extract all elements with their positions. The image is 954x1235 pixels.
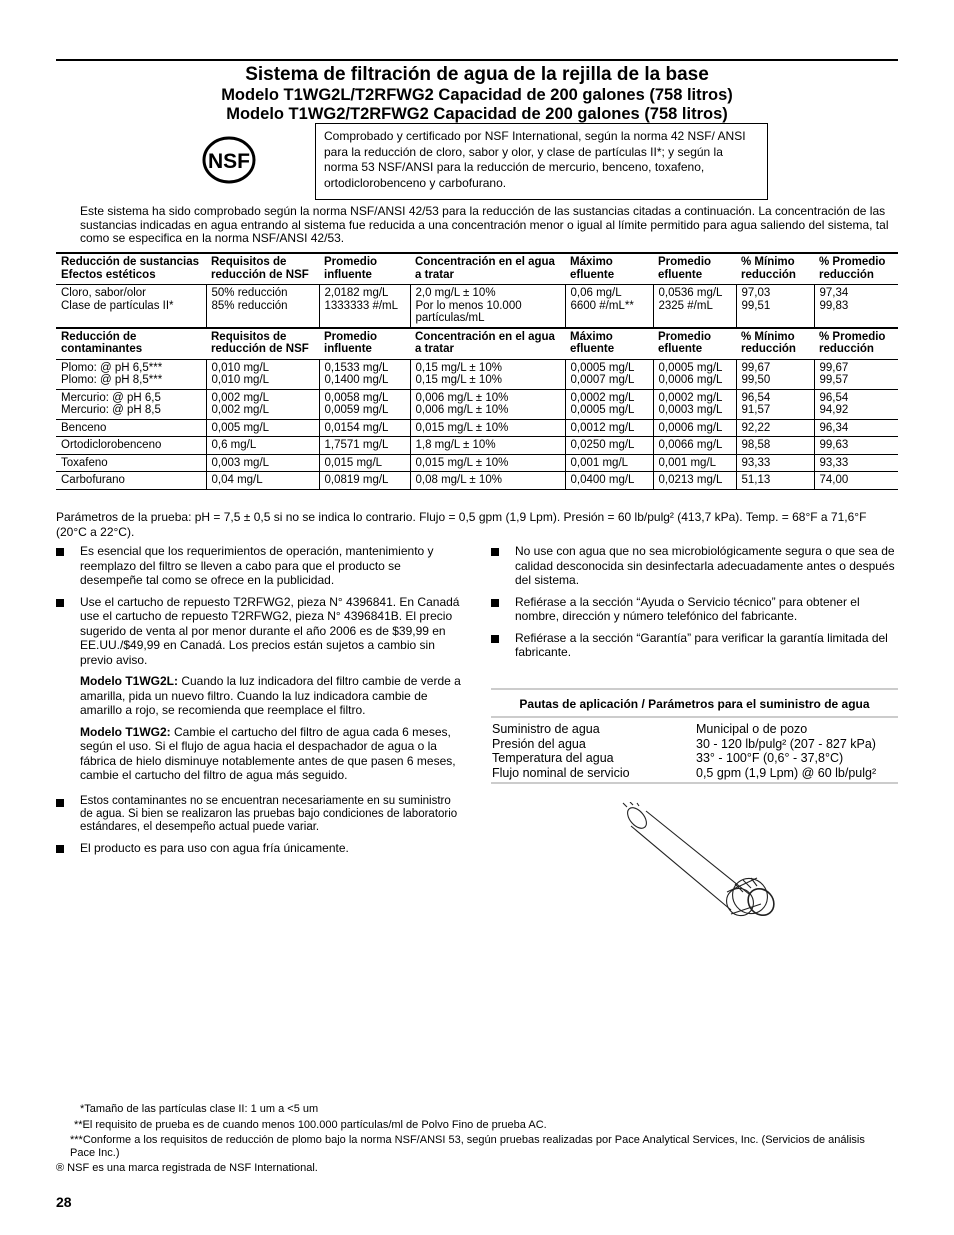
model-line-1: Modelo T1WG2L/T2RFWG2 Capacidad de 200 galones (758 litros) (221, 86, 733, 104)
page-title: Sistema de filtración de agua de la rejilla de la base (245, 64, 709, 85)
table-cell: Ortodiclorobenceno (56, 437, 206, 455)
table-cell: 0,015 mg/L ± 10% (410, 454, 565, 472)
table-cell: 0,0002 mg/L 0,0003 mg/L (653, 389, 736, 419)
footnotes (56, 1103, 898, 1175)
table-cell: 0,0154 mg/L (319, 419, 410, 437)
table-cell: 0,15 mg/L ± 10% 0,15 mg/L ± 10% (410, 359, 565, 389)
bullet-square-icon (491, 599, 499, 607)
table-cell: Requisitos de reducción de NSF (206, 253, 319, 285)
table-cell: % Mínimo reducción (736, 253, 814, 285)
parameter-name: Presión del agua (492, 736, 586, 751)
table-cell: 0,015 mg/L (319, 454, 410, 472)
table-cell: 74,00 (814, 472, 898, 490)
model-t1wg2-note: Modelo T1WG2: Cambie el cartucho del filtro de agua cada 6 meses, según el uso. Si el flujo de agua hacia el despachador de agua o la fábrica de hielo disminuye notablemente antes de que pasen 6 meses, cambie el cartucho del filtro de agua más seguido. (80, 724, 456, 782)
table-cell: 93,33 (814, 454, 898, 472)
bullet-item: El producto es para uso con agua fría únicamente. (56, 841, 466, 856)
table-cell: Promedio efluente (653, 328, 736, 360)
table-cell: 0,0536 mg/L 2325 #/mL (653, 285, 736, 328)
table-row (56, 437, 898, 455)
top-rule (56, 59, 898, 61)
table-cell: Reducción de sustancias Efectos estéticos (56, 253, 206, 285)
bullet-square-icon (491, 635, 499, 643)
parameter-name: Flujo nominal de servicio (492, 765, 630, 780)
table-cell: 0,0005 mg/L 0,0006 mg/L (653, 359, 736, 389)
performance-table (56, 252, 898, 490)
table-cell: 0,0006 mg/L (653, 419, 736, 437)
table-cell: 98,58 (736, 437, 814, 455)
table-cell: 0,003 mg/L (206, 454, 319, 472)
table-cell: 93,33 (736, 454, 814, 472)
bullet-item: Refiérase a la sección “Ayuda o Servicio técnico” para obtener el nombre, dirección y número telefónico del fabricante. (491, 595, 898, 624)
bullet-square-icon (56, 799, 64, 807)
parameter-value: 0,5 gpm (1,9 Lpm) @ 60 lb/pulg² (696, 765, 877, 780)
bullet-item: Es esencial que los requerimientos de operación, mantenimiento y reemplazo del filtro se lleven a cabo para que el producto se desempeñe tal como se ofrece en la publicidad. (56, 544, 466, 588)
table-cell: 0,0005 mg/L 0,0007 mg/L (565, 359, 653, 389)
bullet-item: Refiérase a la sección “Garantía” para verificar la garantía limitada del fabricante. (491, 631, 898, 660)
table-cell: 99,63 (814, 437, 898, 455)
table-cell: 50% reducción 85% reducción (206, 285, 319, 328)
intro-paragraph: Este sistema ha sido comprobado según la norma NSF/ANSI 42/53 para la reducción de las sustancias citadas a continuación. La concentración de las sustancias indicadas en agua entrando al sistema fue reducida a una concentración menor o igual al límite permitido para agua saliendo del sistema, tal como se especifica en la norma NSF/ANSI 42/53. (80, 204, 889, 245)
water-filter-cartridge-icon (619, 802, 779, 924)
bullet-item: No use con agua que no sea microbiológicamente segura o que sea de calidad desconocida sin desinfectarla adecuadamente antes o después del sistema. (491, 544, 898, 588)
parameter-value: 30 - 120 lb/pulg² (207 - 827 kPa) (696, 736, 876, 751)
model-t1wg2l-note: Modelo T1WG2L: Cuando la luz indicadora del filtro cambie de verde a amarilla, pida un nuevo filtro. Cuando la luz indicadora cambie de amarillo a rojo, se recomienda que reemplace el filtro. (80, 674, 461, 717)
table-cell: 92,22 (736, 419, 814, 437)
table-cell: Concentración en el agua a tratar (410, 328, 565, 360)
table-cell: 0,002 mg/L 0,002 mg/L (206, 389, 319, 419)
table-header-row (56, 253, 898, 285)
table-cell: 0,001 mg/L (565, 454, 653, 472)
application-guidelines-row (491, 737, 898, 752)
table-cell: Cloro, sabor/olor Clase de partículas II* (56, 285, 206, 328)
application-guidelines-row (491, 751, 898, 766)
table-cell: 97,03 99,51 (736, 285, 814, 328)
application-guidelines-title: Pautas de aplicación / Parámetros para el suministro de agua (491, 688, 898, 718)
parameter-name: Temperatura del agua (492, 751, 614, 765)
table-row (56, 419, 898, 437)
table-cell: 0,0250 mg/L (565, 437, 653, 455)
table-cell: 0,015 mg/L ± 10% (410, 419, 565, 437)
certification-box: Comprobado y certificado por NSF International, según la norma 42 NSF/ ANSI para la reducción de cloro, sabor y olor, y clase de partículas II*; y según la norma 53 NSF/ANSI para la reducción de mercurio, benceno, toxafeno, ortodiclorobenceno y carbofurano. (315, 123, 768, 200)
table-cell: Concentración en el agua a tratar (410, 253, 565, 285)
footnote-4: ® NSF es una marca registrada de NSF International. (56, 1162, 318, 1174)
table-cell: Plomo: @ pH 6,5*** Plomo: @ pH 8,5*** (56, 359, 206, 389)
application-guidelines-row (491, 722, 898, 737)
bullet-square-icon (491, 548, 499, 556)
parameter-name: Suministro de agua (492, 722, 600, 736)
table-cell: 0,0066 mg/L (653, 437, 736, 455)
bullet-square-icon (56, 548, 64, 556)
table-cell: 2,0182 mg/L 1333333 #/mL (319, 285, 410, 328)
table-row (56, 472, 898, 490)
table-cell: 0,06 mg/L 6600 #/mL** (565, 285, 653, 328)
nsf-logo-text: NSF (208, 150, 250, 173)
table-cell: 97,34 99,83 (814, 285, 898, 328)
table-cell: Máximo efluente (565, 328, 653, 360)
table-cell: 96,34 (814, 419, 898, 437)
table-cell: % Promedio reducción (814, 253, 898, 285)
footnote-2: **El requisito de prueba es de cuando menos 100.000 partículas/ml de Polvo Fino de prueba AC. (74, 1118, 547, 1131)
table-cell: Promedio influente (319, 328, 410, 360)
table-cell: 99,67 99,50 (736, 359, 814, 389)
table-cell: 0,006 mg/L ± 10% 0,006 mg/L ± 10% (410, 389, 565, 419)
table-row (56, 359, 898, 389)
table-cell: Toxafeno (56, 454, 206, 472)
bullet-item: Use el cartucho de repuesto T2RFWG2, pieza N° 4396841. En Canadá use el cartucho de repuesto T2RFWG2, pieza N° 4396841B. El precio sugerido de venta al por menor durante el año 2006 es de $39,99 en EE.UU./$49,99 en Canadá. Los precios están sujetos a cambio sin previo aviso. (56, 595, 466, 668)
table-cell: 0,010 mg/L 0,010 mg/L (206, 359, 319, 389)
application-guidelines-table (491, 688, 898, 784)
table-cell: 0,0400 mg/L (565, 472, 653, 490)
table-cell: % Mínimo reducción (736, 328, 814, 360)
footnote-1: *Tamaño de las partículas clase II: 1 um a <5 um (80, 1103, 319, 1115)
table-cell: 0,0819 mg/L (319, 472, 410, 490)
test-parameters: Parámetros de la prueba: pH = 7,5 ± 0,5 si no se indica lo contrario. Flujo = 0,5 gpm (1,9 Lpm). Presión = 60 lb/pulg² (413,7 kPa). Temp. = 68°F a 71,6°F (20°C a 22°C). (56, 510, 867, 539)
page-title-block (56, 64, 898, 124)
table-cell: 0,0012 mg/L (565, 419, 653, 437)
table-cell: % Promedio reducción (814, 328, 898, 360)
bullet-item: Estos contaminantes no se encuentran necesariamente en su suministro de agua. Si bien se realizaron las pruebas bajo condiciones de laboratorio estándares, el desempeño actual puede variar. (56, 795, 466, 834)
table-cell: 96,54 94,92 (814, 389, 898, 419)
table-cell: Benceno (56, 419, 206, 437)
left-column (56, 544, 466, 862)
page-number: 28 (56, 1194, 72, 1210)
table-cell: Requisitos de reducción de NSF (206, 328, 319, 360)
table-cell: 0,0058 mg/L 0,0059 mg/L (319, 389, 410, 419)
table-cell: 0,1533 mg/L 0,1400 mg/L (319, 359, 410, 389)
table-cell: Carbofurano (56, 472, 206, 490)
table-cell: 0,0002 mg/L 0,0005 mg/L (565, 389, 653, 419)
table-cell: Promedio efluente (653, 253, 736, 285)
table-row (56, 285, 898, 328)
table-cell: 0,005 mg/L (206, 419, 319, 437)
table-row (56, 389, 898, 419)
table-row (56, 454, 898, 472)
table-cell: 2,0 mg/L ± 10% Por lo menos 10.000 partículas/mL (410, 285, 565, 328)
table-header-row (56, 328, 898, 360)
table-cell: Reducción de contaminantes (56, 328, 206, 360)
table-cell: Mercurio: @ pH 6,5 Mercurio: @ pH 8,5 (56, 389, 206, 419)
parameter-value: Municipal o de pozo (696, 722, 808, 736)
table-cell: 0,6 mg/L (206, 437, 319, 455)
table-cell: 99,67 99,57 (814, 359, 898, 389)
table-cell: 0,08 mg/L ± 10% (410, 472, 565, 490)
table-cell: 1,8 mg/L ± 10% (410, 437, 565, 455)
model-line-2: Modelo T1WG2/T2RFWG2 Capacidad de 200 galones (758 litros) (226, 105, 728, 123)
table-cell: 51,13 (736, 472, 814, 490)
application-guidelines-rows (491, 718, 898, 784)
bullet-square-icon (56, 599, 64, 607)
table-cell: 1,7571 mg/L (319, 437, 410, 455)
bullet-square-icon (56, 845, 64, 853)
application-guidelines-row (491, 766, 898, 781)
table-cell: 0,0213 mg/L (653, 472, 736, 490)
right-column (491, 544, 898, 667)
nsf-logo-icon (202, 136, 256, 184)
table-cell: Máximo efluente (565, 253, 653, 285)
table-cell: 96,54 91,57 (736, 389, 814, 419)
table-cell: Promedio influente (319, 253, 410, 285)
table-cell: 0,001 mg/L (653, 454, 736, 472)
footnote-3: ***Conforme a los requisitos de reducción de plomo bajo la norma NSF/ANSI 53, según pruebas realizadas por Pace Analytical Services, Inc. (Servicios de análisis Pace Inc.) (70, 1134, 865, 1159)
table-cell: 0,04 mg/L (206, 472, 319, 490)
parameter-value: 33° - 100°F (0,6° - 37,8°C) (696, 751, 844, 765)
